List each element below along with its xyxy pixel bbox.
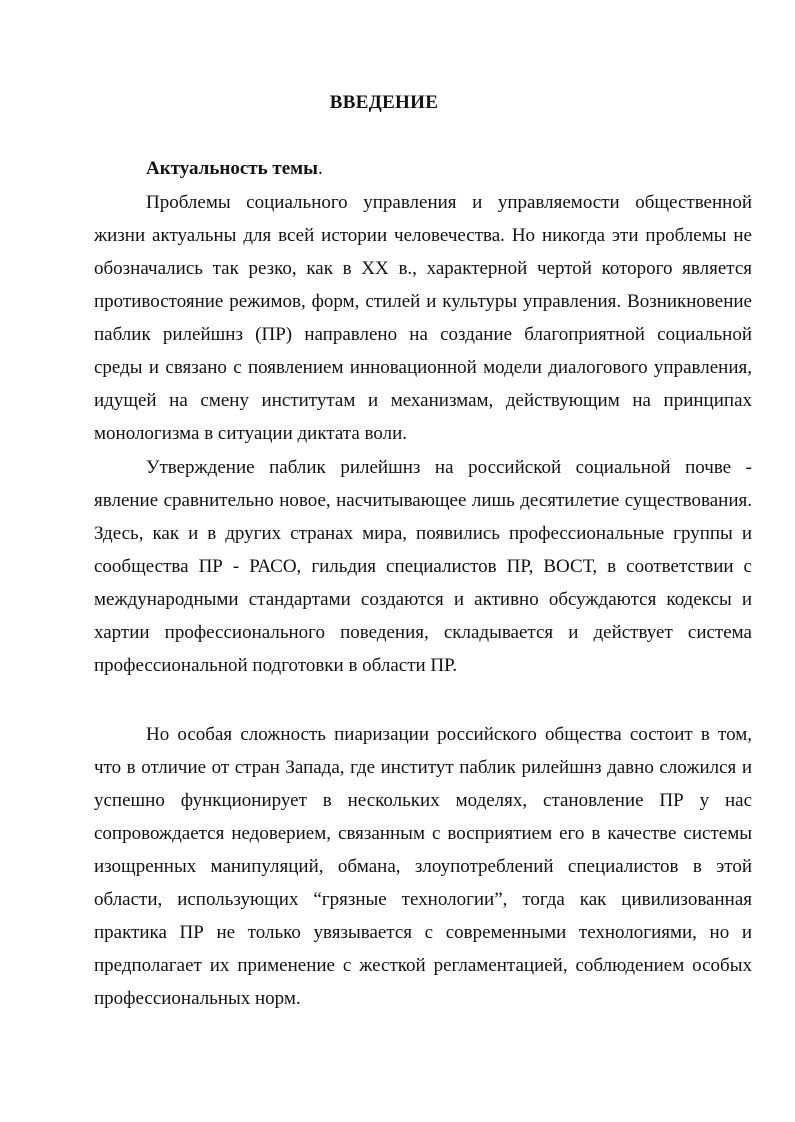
- paragraph-3: Но особая сложность пиаризации российского общества состоит в том, что в отличие от стран Запада, где институт паблик рилейшнз давно сложился и успешно функционирует в нескольких моделях, становление ПР у нас сопровождается недоверием, связанным с восприятием его в качестве системы изощренных манипуляций, обмана, злоупотреблений специалистов в этой области, использующих “грязные технологии”, тогда как цивилизованная практика ПР не только увязывается с современными технологиями, но и предполагает их применение с жесткой регламентацией, соблюдением особых профессиональных норм.: [94, 724, 752, 1009]
- paragraph-2: Утверждение паблик рилейшнз на российской социальной почве - явление сравнительно новое, насчитывающее лишь десятилетие существования. Здесь, как и в других странах мира, появились профессиональные группы и сообщества ПР - РАСО, гильдия специалистов ПР, ВОСТ, в соответствии с международными стандартами создаются и активно обсуждаются кодексы и хартии профессионального поведения, складывается и действует система профессиональной подготовки в области ПР.: [94, 457, 752, 676]
- page-title: ВВЕДЕНИЕ: [329, 92, 439, 113]
- section-heading: [146, 158, 323, 180]
- section-heading-punct: .: [317, 158, 323, 179]
- paragraph-1: Проблемы социального управления и управляемости общественной жизни актуальны для всей истории человечества. Но никогда эти проблемы не обозначались так резко, как в XX в., характерной чертой которого является противостояние режимов, форм, стилей и культуры управления. Возникновение паблик рилейшнз (ПР) направлено на создание благоприятной социальной среды и связано с появлением инновационной модели диалогового управления, идущей на смену институтам и механизмам, действующим на принципах монологизма в ситуации диктата воли.: [94, 192, 752, 444]
- section-heading-text: Актуальность темы: [146, 158, 318, 179]
